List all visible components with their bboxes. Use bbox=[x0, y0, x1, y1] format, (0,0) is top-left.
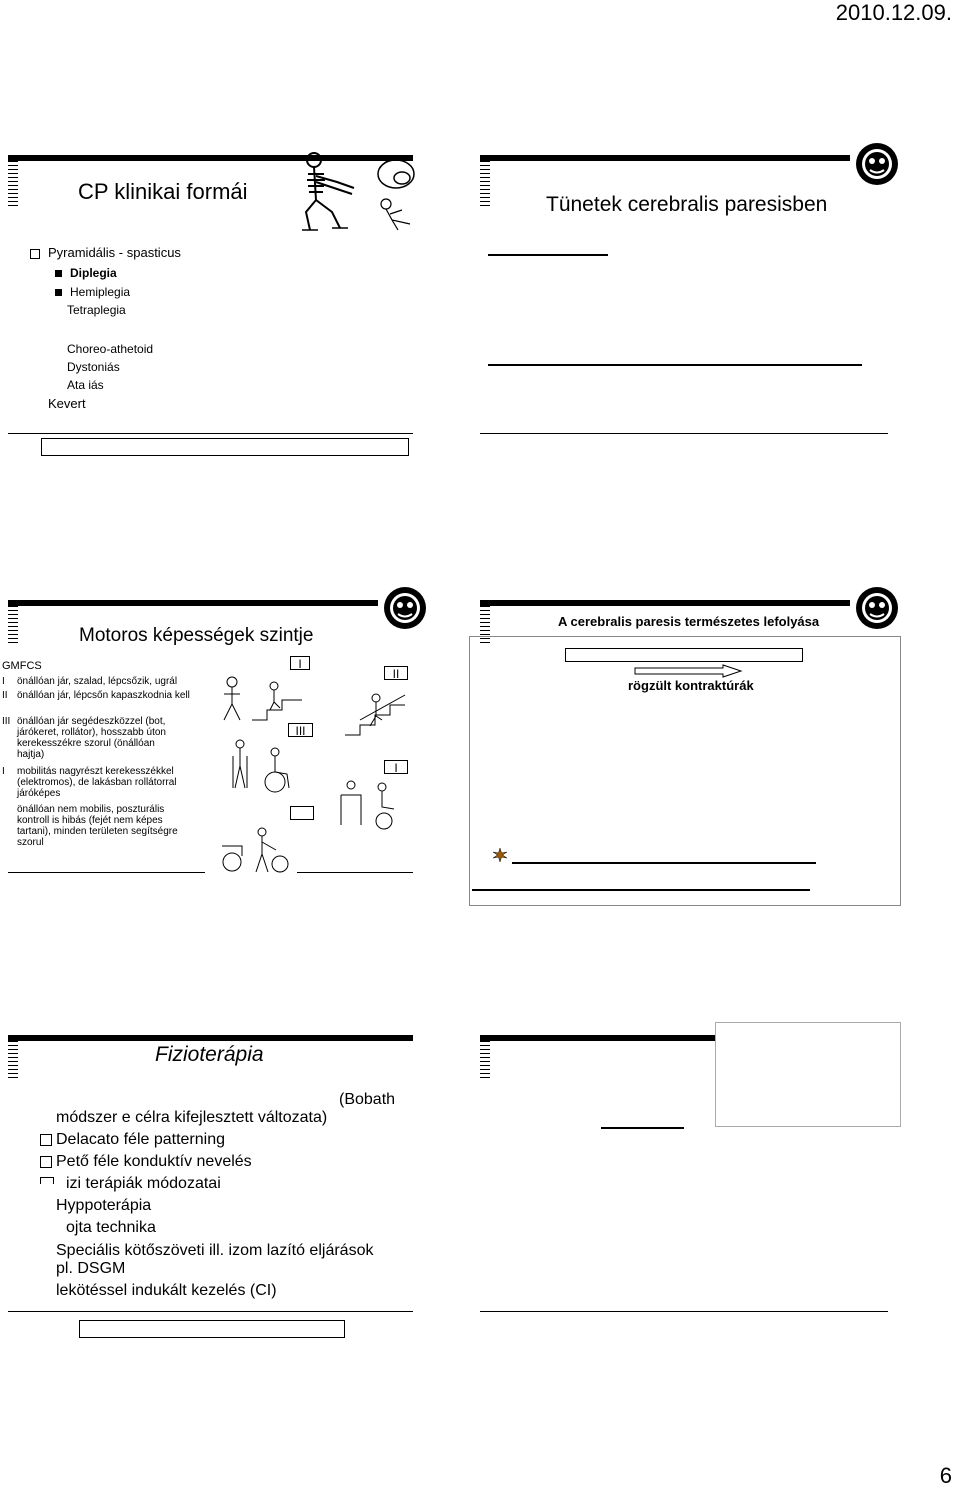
stairs-with-rail-illustration bbox=[340, 690, 410, 740]
list-item-text: Pyramidális - spasticus bbox=[48, 245, 181, 260]
level-tag: I bbox=[384, 760, 408, 774]
slide-top-rule bbox=[480, 1035, 715, 1041]
filled-square-bullet-icon bbox=[55, 270, 62, 277]
empty-text-box bbox=[565, 648, 803, 662]
list-item: módszer e célra kifejlesztett változata) bbox=[56, 1109, 328, 1126]
slide-title: Motoros képességek szintje bbox=[79, 625, 314, 646]
list-item: ojta technika bbox=[66, 1219, 156, 1236]
arrow-right-icon bbox=[633, 664, 743, 678]
level-number: II bbox=[2, 690, 8, 701]
empty-text-box bbox=[41, 438, 409, 456]
slide-title: CP klinikai formái bbox=[78, 179, 248, 204]
hollow-square-bullet-icon bbox=[40, 1156, 52, 1168]
print-date: 2010.12.09. bbox=[835, 0, 952, 25]
list-item-text: Diplegia bbox=[70, 266, 117, 280]
level-number: III bbox=[2, 716, 11, 727]
slide-title: Fizioterápia bbox=[155, 1043, 264, 1066]
partial-square-bullet-icon bbox=[40, 1177, 54, 1184]
level-description: mobilitás nagyrészt kerekesszékkel (elektromos), de lakásban rollátorral járóképes bbox=[17, 766, 177, 799]
list-item: (Bobath bbox=[339, 1091, 396, 1108]
slide-stripe-decoration bbox=[480, 1041, 490, 1081]
list-item: Choreo-athetoid bbox=[67, 342, 154, 356]
star-burst-bullet-icon bbox=[493, 848, 507, 862]
list-item bbox=[55, 264, 117, 282]
level-description: önállóan jár, lépcsőn kapaszkodnia kell bbox=[17, 690, 190, 701]
list-item: Ata iás bbox=[67, 378, 104, 392]
slide-bottom-rule bbox=[8, 872, 205, 873]
university-seal-logo bbox=[855, 586, 899, 630]
list-item-text: Pető féle konduktív nevelés bbox=[56, 1153, 252, 1170]
list-item bbox=[30, 244, 181, 262]
level-description: önállóan jár segédeszközzel (bot, járókeret, rollátor), hosszabb úton kerekesszékre szorul (önállóan hajtja) bbox=[17, 716, 166, 760]
empty-level-tag bbox=[290, 806, 314, 820]
list-item-text: izi terápiák módozatai bbox=[66, 1175, 221, 1192]
slide-top-rule bbox=[480, 600, 850, 606]
hollow-square-bullet-icon bbox=[40, 1134, 52, 1146]
filled-square-bullet-icon bbox=[55, 289, 62, 296]
slide-top-rule bbox=[8, 600, 378, 606]
level-tag: II bbox=[384, 666, 408, 680]
level-tag: I bbox=[290, 656, 310, 670]
list-item-text: Hemiplegia bbox=[70, 285, 131, 299]
list-item bbox=[40, 1151, 252, 1173]
list-item bbox=[40, 1173, 221, 1195]
level-number: I bbox=[2, 676, 5, 687]
level-number: I bbox=[2, 766, 5, 777]
hollow-square-bullet-icon bbox=[30, 249, 40, 259]
level-tag: III bbox=[288, 723, 313, 737]
slide-bottom-rule bbox=[480, 433, 888, 434]
gmfcs-label: GMFCS bbox=[2, 660, 42, 672]
list-item: Hyppoterápia bbox=[56, 1197, 152, 1214]
list-item-text: Delacato féle patterning bbox=[56, 1131, 225, 1148]
slide-bottom-rule bbox=[8, 433, 413, 434]
list-item bbox=[40, 1129, 225, 1151]
page-number: 6 bbox=[939, 1463, 952, 1488]
slide-bottom-rule bbox=[297, 872, 413, 873]
empty-text-box bbox=[79, 1320, 345, 1338]
underline-rule bbox=[472, 889, 810, 891]
skeleton-illustration bbox=[292, 150, 362, 235]
list-item: Tetraplegia bbox=[67, 303, 126, 317]
slide-stripe-decoration bbox=[8, 606, 18, 646]
slide-bottom-rule bbox=[480, 1311, 888, 1312]
slide-stripe-decoration bbox=[8, 1041, 18, 1081]
slide-stripe-decoration bbox=[480, 161, 490, 206]
rollator-and-power-chair-illustration bbox=[336, 775, 406, 833]
slide-bottom-rule bbox=[8, 1311, 413, 1312]
underline-rule bbox=[488, 254, 608, 256]
level-description: önállóan jár, szalad, lépcsőzik, ugrál bbox=[17, 676, 178, 687]
list-item: Speciális kötőszöveti ill. izom lazító eljárások bbox=[56, 1242, 374, 1259]
arrow-label: rögzült kontraktúrák bbox=[628, 678, 754, 693]
slide-top-rule bbox=[8, 1035, 413, 1041]
slide-title: Tünetek cerebralis paresisben bbox=[546, 193, 828, 216]
empty-image-frame bbox=[715, 1022, 901, 1127]
list-item bbox=[55, 283, 130, 301]
underline-rule bbox=[601, 1127, 684, 1129]
walker-and-wheelchair-illustration bbox=[225, 738, 300, 796]
slide-title: A cerebralis paresis természetes lefolyása bbox=[558, 614, 820, 629]
list-item: pl. DSGM bbox=[56, 1260, 126, 1277]
list-item: Kevert bbox=[48, 396, 86, 411]
assisted-wheelchair-illustration bbox=[212, 826, 292, 874]
level-description: önállóan nem mobilis, poszturális kontroll is hibás (fejét nem képes tartani), minden területen segítségre szorul bbox=[17, 804, 178, 848]
list-item: lekötéssel indukált kezelés (CI) bbox=[56, 1282, 277, 1299]
slide-top-rule bbox=[480, 155, 850, 161]
slide-stripe-decoration bbox=[8, 161, 18, 206]
underline-rule bbox=[488, 364, 862, 366]
university-seal-logo bbox=[855, 142, 899, 186]
pelvis-and-child-illustration bbox=[372, 152, 422, 232]
underline-rule bbox=[512, 862, 816, 864]
list-item: Dystoniás bbox=[67, 360, 120, 374]
university-seal-logo bbox=[383, 586, 427, 630]
